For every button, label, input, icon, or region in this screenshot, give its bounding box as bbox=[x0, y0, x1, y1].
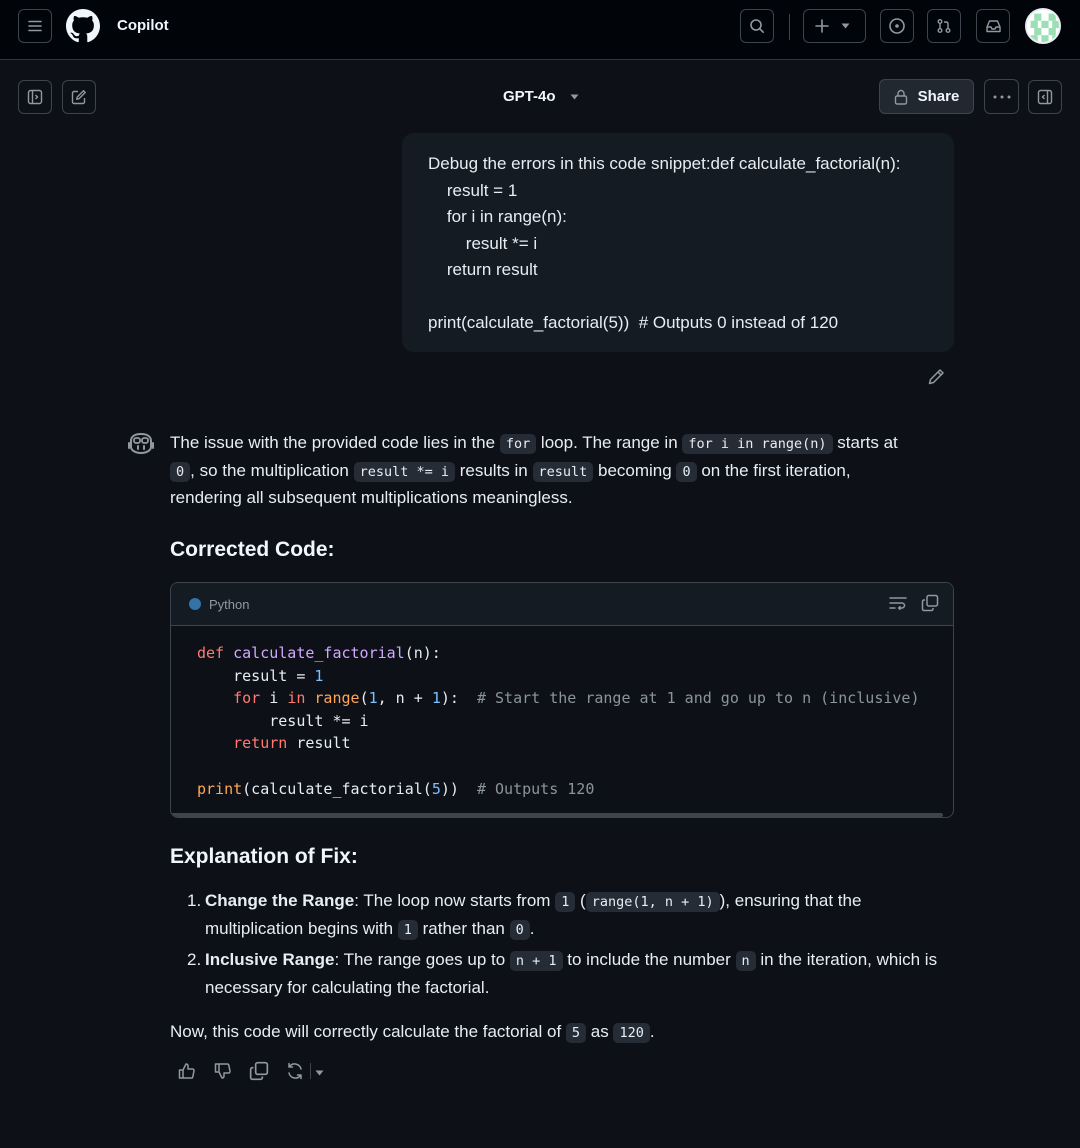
pencil-icon bbox=[926, 367, 946, 387]
text: The issue with the provided code lies in the bbox=[170, 433, 500, 452]
code-content bbox=[171, 626, 953, 816]
text: ), ensuring that the bbox=[719, 891, 862, 910]
regenerate-options-button[interactable] bbox=[315, 1061, 324, 1081]
user-message-line: result = 1 bbox=[428, 180, 518, 200]
text: Now, this code will correctly calculate the factorial of bbox=[170, 1022, 566, 1041]
code-line bbox=[197, 755, 927, 778]
regenerate-button[interactable] bbox=[284, 1060, 306, 1082]
copy-icon bbox=[249, 1061, 269, 1081]
copy-code-button[interactable] bbox=[921, 594, 939, 617]
code-token: 1 bbox=[368, 689, 378, 708]
more-options-button[interactable] bbox=[984, 79, 1019, 114]
code-line bbox=[197, 778, 927, 801]
text: in the iteration, which is bbox=[755, 950, 938, 969]
inline-code: result *= i bbox=[354, 462, 455, 482]
code-token: for bbox=[233, 689, 261, 708]
user-message-line: result *= i bbox=[428, 233, 538, 253]
new-chat-icon bbox=[71, 89, 87, 105]
share-button[interactable] bbox=[879, 79, 974, 114]
code-block bbox=[170, 582, 954, 818]
code-token: , n + bbox=[377, 689, 432, 708]
fix-title: Change the Range bbox=[205, 891, 355, 910]
text: . bbox=[649, 1022, 655, 1041]
answer-intro bbox=[170, 430, 970, 512]
code-comment: # Outputs 120 bbox=[476, 779, 595, 798]
assistant-answer bbox=[170, 430, 970, 562]
github-logo-icon[interactable] bbox=[66, 9, 100, 43]
text: to include the number bbox=[562, 950, 736, 969]
code-token: result bbox=[287, 734, 351, 753]
divider bbox=[310, 1063, 311, 1079]
text: , so the multiplication bbox=[190, 460, 354, 480]
thumbs-up-icon bbox=[177, 1061, 197, 1081]
issues-button[interactable] bbox=[880, 9, 914, 43]
text: : The range goes up to bbox=[334, 950, 510, 969]
code-language: Python bbox=[209, 596, 250, 612]
explanation-section bbox=[170, 845, 970, 1047]
wrap-lines-button[interactable] bbox=[889, 595, 907, 616]
pull-requests-button[interactable] bbox=[927, 9, 961, 43]
code-comment: # Start the range at 1 and go up to n (inclusive) bbox=[476, 689, 920, 708]
code-token: range bbox=[314, 689, 360, 708]
copy-icon bbox=[921, 594, 939, 612]
code-line: result *= i bbox=[197, 711, 369, 730]
code-token: calculate_factorial bbox=[233, 644, 405, 662]
inline-code: n bbox=[736, 951, 756, 971]
thumbs-down-button[interactable] bbox=[212, 1060, 234, 1082]
text: ( bbox=[575, 891, 586, 910]
issue-icon bbox=[888, 17, 906, 35]
inline-code: for i in range(n) bbox=[682, 434, 832, 454]
inline-code: n + 1 bbox=[510, 951, 563, 971]
code-token: print bbox=[197, 779, 243, 798]
inline-code: 0 bbox=[676, 462, 696, 482]
code-token: (calculate_factorial( bbox=[242, 779, 432, 798]
feedback-toolbar bbox=[176, 1060, 324, 1082]
inline-code: range(1, n + 1) bbox=[586, 892, 720, 912]
inline-code: result bbox=[533, 462, 594, 482]
text: becoming bbox=[593, 460, 677, 480]
kebab-icon bbox=[993, 95, 1011, 99]
lock-icon bbox=[894, 89, 908, 105]
horizontal-scrollbar[interactable] bbox=[171, 813, 943, 817]
inline-code: 0 bbox=[510, 920, 530, 940]
text: . bbox=[529, 918, 535, 938]
user-message-line: return result bbox=[428, 260, 538, 279]
code-line bbox=[197, 642, 927, 665]
code-line bbox=[197, 732, 927, 755]
language-dot bbox=[189, 598, 201, 610]
share-label: Share bbox=[917, 88, 960, 105]
chevron-down-icon bbox=[315, 1070, 324, 1076]
code-token: (n): bbox=[404, 644, 441, 662]
code-token: )) bbox=[440, 779, 459, 798]
inline-code: 5 bbox=[566, 1023, 586, 1043]
inline-code: 1 bbox=[398, 920, 418, 940]
pull-request-icon bbox=[936, 18, 952, 34]
inline-code: 1 bbox=[555, 892, 575, 912]
header-divider bbox=[789, 14, 790, 40]
text: on the first iteration, bbox=[696, 460, 851, 480]
list-item bbox=[170, 888, 970, 943]
panel-toggle-icon bbox=[1037, 89, 1053, 105]
copy-response-button[interactable] bbox=[248, 1060, 270, 1082]
text: as bbox=[586, 1022, 614, 1041]
code-token: ): bbox=[440, 689, 459, 708]
hamburger-icon bbox=[27, 18, 43, 34]
text: rendering all subsequent multiplications meaningless. bbox=[170, 488, 573, 507]
inline-code: 0 bbox=[170, 462, 190, 482]
inline-code: 120 bbox=[613, 1023, 649, 1043]
menu-button[interactable] bbox=[18, 9, 52, 43]
search-button[interactable] bbox=[740, 9, 774, 43]
code-token: result = bbox=[197, 666, 315, 685]
avatar[interactable] bbox=[1025, 8, 1061, 44]
text: necessary for calculating the factorial. bbox=[205, 977, 490, 997]
list-number: 2. bbox=[187, 950, 202, 969]
code-token: def bbox=[197, 644, 225, 662]
chevron-down-icon bbox=[841, 23, 850, 29]
thumbs-up-button[interactable] bbox=[176, 1060, 198, 1082]
new-chat-button[interactable] bbox=[62, 80, 96, 114]
code-token: i bbox=[260, 689, 288, 708]
regenerate-icon bbox=[285, 1061, 305, 1081]
user-message-line bbox=[428, 284, 928, 311]
code-block-header bbox=[171, 583, 953, 626]
fix-title: Inclusive Range bbox=[205, 950, 335, 969]
user-message bbox=[402, 133, 954, 352]
sidebar-expand-icon bbox=[27, 89, 43, 105]
explanation-heading: Explanation of Fix: bbox=[170, 845, 358, 868]
code-token: 1 bbox=[314, 666, 324, 685]
model-selector[interactable] bbox=[503, 88, 579, 105]
closing-paragraph bbox=[170, 1019, 970, 1047]
text: multiplication begins with bbox=[205, 918, 398, 938]
list-number: 1. bbox=[187, 891, 202, 910]
text: results in bbox=[455, 460, 533, 480]
code-token: 1 bbox=[431, 689, 441, 708]
fix-list bbox=[170, 888, 970, 1001]
global-header bbox=[0, 0, 1080, 60]
inline-code: for bbox=[500, 434, 536, 454]
code-line bbox=[197, 687, 927, 710]
sidebar-toggle-button[interactable] bbox=[18, 80, 52, 114]
create-new-button[interactable] bbox=[803, 9, 866, 43]
model-label: GPT-4o bbox=[503, 88, 556, 105]
thumbs-down-icon bbox=[213, 1061, 233, 1081]
word-wrap-icon bbox=[889, 595, 907, 611]
inbox-button[interactable] bbox=[976, 9, 1010, 43]
corrected-code-heading: Corrected Code: bbox=[170, 537, 335, 561]
text: rather than bbox=[417, 918, 510, 938]
app-title[interactable]: Copilot bbox=[117, 17, 169, 34]
code-token: 5 bbox=[431, 779, 441, 798]
copilot-icon bbox=[126, 432, 156, 461]
edit-message-button[interactable] bbox=[926, 367, 946, 392]
code-token: in bbox=[287, 689, 306, 708]
code-token: ( bbox=[359, 689, 369, 708]
user-message-line: print(calculate_factorial(5)) # Outputs 0 instead of 120 bbox=[428, 313, 839, 332]
panel-toggle-button[interactable] bbox=[1028, 80, 1062, 114]
list-item bbox=[170, 947, 970, 1001]
text: : The loop now starts from bbox=[354, 891, 556, 910]
text: loop. The range in bbox=[536, 433, 683, 452]
text: starts at bbox=[832, 433, 898, 452]
code-line bbox=[197, 665, 927, 688]
user-message-line: Debug the errors in this code snippet:def calculate_factorial(n): bbox=[428, 154, 901, 173]
search-icon bbox=[749, 18, 765, 34]
code-token: return bbox=[233, 734, 288, 753]
inbox-icon bbox=[985, 18, 1002, 34]
chevron-down-icon bbox=[570, 94, 579, 100]
plus-icon bbox=[815, 19, 829, 33]
user-message-line: for i in range(n): bbox=[428, 207, 567, 226]
